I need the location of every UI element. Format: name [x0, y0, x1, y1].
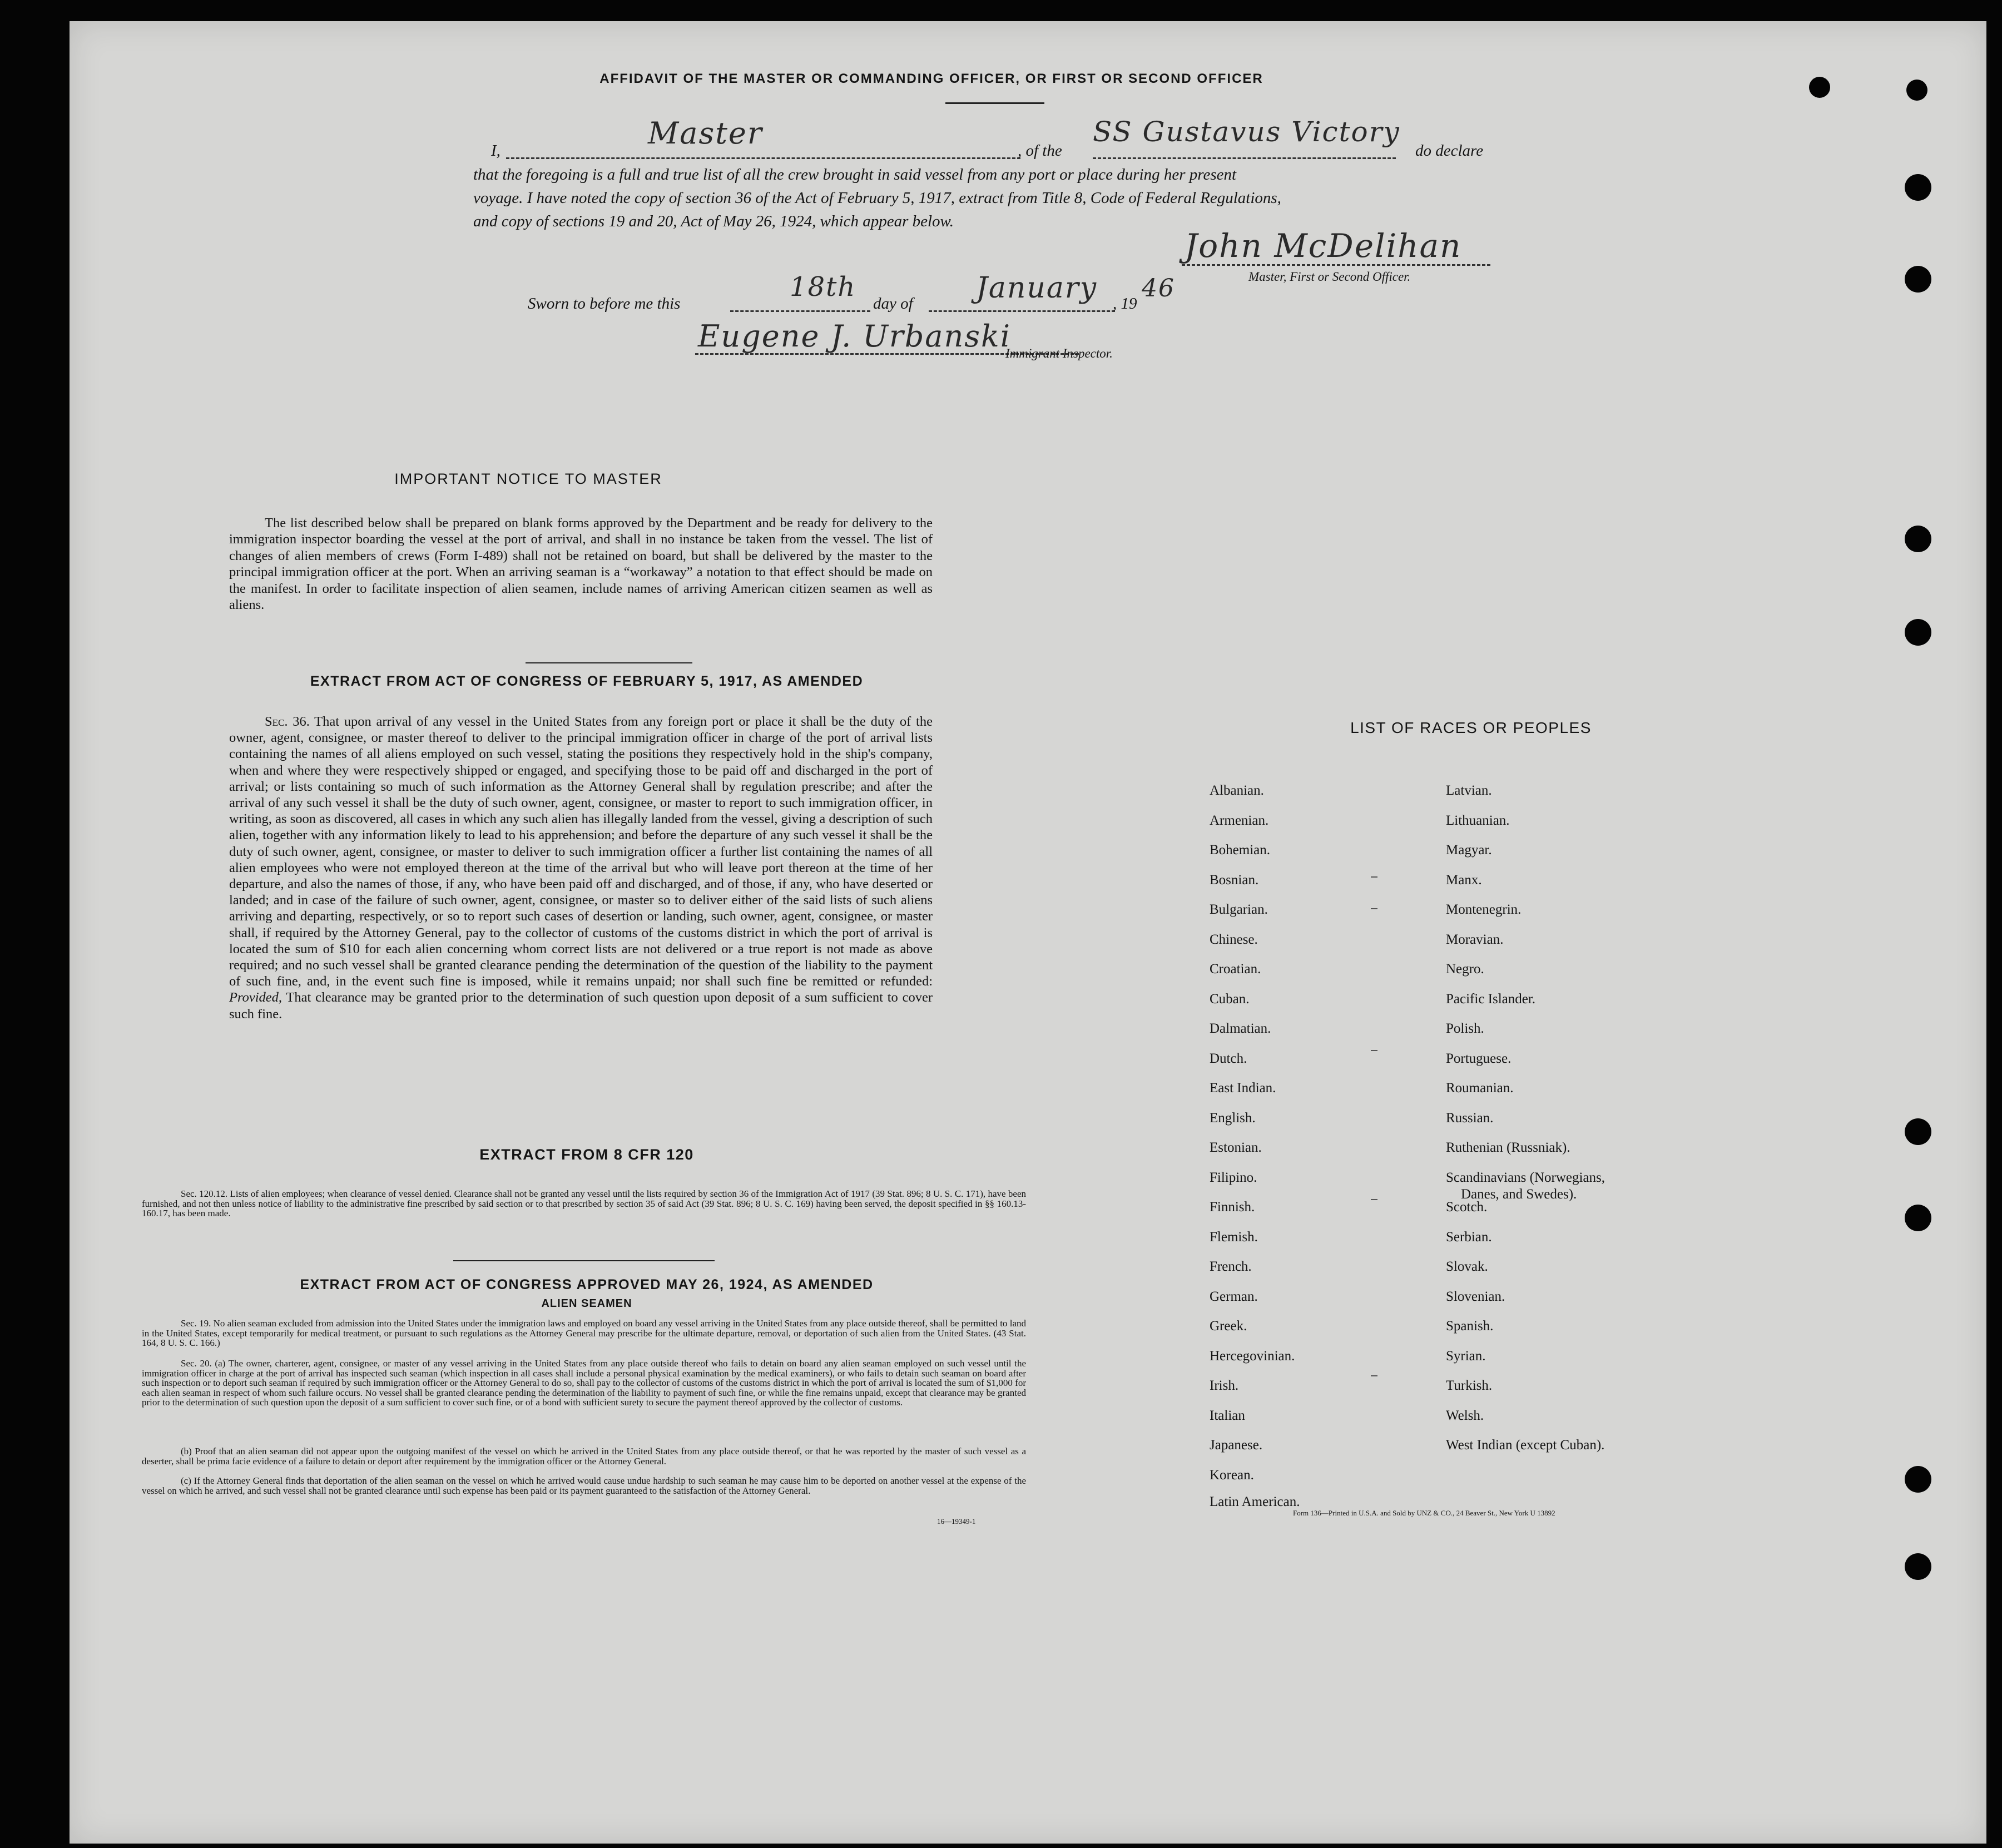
column-dash — [1371, 1199, 1377, 1200]
extract1917-sec-label: Sec. 36. — [265, 714, 310, 729]
notice-divider — [526, 662, 692, 663]
extract1917-text: That upon arrival of any vessel in the United States from any foreign port or place it shall be the duty of the owner, agent, consignee, or master thereof to deliver to the principal immigration officer in charge of the port of arrival lists containing the names of all aliens employed on such vessel, stating the positions they respectively hold in the ship's company, when and where they were respectively shipped or engaged, and specifying those to be paid off and discharged in the port of arrival; or lists containing so much of such information as the Attorney General shall by regulation prescribe; and after the arrival of any such vessel it shall be the duty of such owner, agent, consignee, or master to report to such immigration officer, in writing, as soon as discovered, all cases in which any such alien has illegally landed from the vessel, giving a description of such alien, together with any information likely to lead to his apprehension; and before the departure of any such vessel it shall be the duty of such owner, agent, consignee, or master to deliver to such immigration officer a further list containing the names of all alien employees who were not employed thereon at the time of the arrival but who will leave port thereon at the time of her departure, and also the names of those, if any, who have been paid off and discharged, and of those, if any, who have deserted or landed; and in case of the failure of such owner, agent, consignee, or master so to deliver either of the said lists of such aliens arriving and departing, respectively, or so to report such cases of desertion or landing, such owner, agent, consignee, or master shall, if required by the Attorney General, pay to the collector of customs of the customs district in which the port of arrival is located the sum of $10 for each alien concerning whom correct lists are not delivered or a true report is not made as above required; and no such vessel shall be granted clearance pending the determination of the question of the liability to the payment of such fine, and, in the event such fine is imposed, while it remains unpaid; nor shall such fine be remitted or refunded: — [229, 714, 933, 989]
extract1924-sec20a: Sec. 20. (a) The owner, charterer, agent, consignee, or master of any vessel arriving in the United States from any place outside thereof who fails to detain on board any alien seaman employed on such vessel until the immigration officer in charge at the port of arrival has inspected such seaman (which inspection in all cases shall include a personal physical examination by the medical examiners), or who fails to detain such seaman on board after such inspection or to deport such seaman if required by such immigration officer or the Attorney General to do so, shall pay to the collector of customs of the customs district in which the port of arrival is located the sum of $1,000 for each alien seaman in respect of whom such failure occurs. No vessel shall be granted clearance pending the determination of the liability to payment of such fine, or while the fine remains unpaid, except that clearance may be granted prior to the determination of such question upon the deposit of a sum sufficient to cover such fine, or of a bond with sufficient surety to secure the payment thereof approved by the collector of customs. — [142, 1358, 1026, 1408]
race-item: Bulgarian. — [1210, 902, 1268, 917]
punch-hole — [1905, 1466, 1931, 1493]
sworn-year-prefix: , 19 — [1113, 295, 1137, 313]
sworn-month-line — [929, 310, 1115, 312]
punch-hole — [1905, 1205, 1931, 1231]
notice-title: IMPORTANT NOTICE TO MASTER — [394, 470, 662, 487]
extract1924-title: EXTRACT FROM ACT OF CONGRESS APPROVED MAY 26, 1924, AS AMENDED — [300, 1277, 874, 1292]
master-signature-caption: Master, First or Second Officer. — [1248, 270, 1411, 284]
extract1924-sec19: Sec. 19. No alien seaman excluded from admission into the United States under the immigration laws and employed on board any vessel arriving in the United States from any place outside thereof, shall be permitted to land in the United States, except temporarily for medical treatment, or pursuant to such regulations as the Attorney General may prescribe for the ultimate departure, removal, or deportation of such alien from the United States. (43 Stat. 164, 8 U. S. C. 166.) — [142, 1318, 1026, 1348]
race-item: Chinese. — [1210, 932, 1258, 947]
race-item: Lithuanian. — [1446, 812, 1510, 828]
race-item: Welsh. — [1446, 1408, 1484, 1423]
extract1924-sec20c: (c) If the Attorney General finds that deportation of the alien seaman on the vessel on which he arrived would cause undue hardship to such seaman he may cause him to be deported on another vessel at the expense of the vessel on which he arrived, and such vessel shall not be granted clearance until such expense has been paid or its payment guaranteed to the satisfaction of the Attorney General. — [142, 1475, 1026, 1496]
race-item: Scotch. — [1446, 1200, 1488, 1215]
race-item: Irish. — [1210, 1378, 1239, 1393]
column-dash — [1371, 1050, 1377, 1051]
race-item: Cuban. — [1210, 991, 1250, 1007]
punch-hole — [1905, 1553, 1931, 1580]
race-item: Finnish. — [1210, 1200, 1255, 1215]
race-item: Slovenian. — [1446, 1289, 1505, 1304]
sworn-day: 18th — [790, 271, 856, 303]
race-item: East Indian. — [1210, 1081, 1276, 1096]
race-item: Dalmatian. — [1210, 1021, 1271, 1036]
race-item: Dutch. — [1210, 1051, 1247, 1066]
extract1917-proviso-text: That clearance may be granted prior to the determination of such question upon deposit of a sum sufficient to cover such fine. — [229, 990, 933, 1022]
race-item: Albanian. — [1210, 783, 1264, 798]
race-item: Moravian. — [1446, 932, 1504, 947]
race-item: Scandinavians (Norwegians, — [1446, 1170, 1605, 1185]
race-item: Armenian. — [1210, 812, 1269, 828]
punch-hole — [1905, 266, 1931, 293]
cfr-divider — [453, 1260, 715, 1261]
punch-hole — [1905, 619, 1931, 646]
race-item: Danes, and Swedes). — [1461, 1186, 1577, 1202]
master-blank-line — [506, 157, 1020, 159]
race-item: Estonian. — [1210, 1140, 1262, 1155]
affidavit-title: AFFIDAVIT OF THE MASTER OR COMMANDING OFFICER, OR FIRST OR SECOND OFFICER — [599, 71, 1263, 86]
race-item: French. — [1210, 1259, 1252, 1274]
race-item: Japanese. — [1210, 1438, 1263, 1453]
master-handwritten: Master — [648, 116, 763, 151]
race-item: Korean. — [1210, 1467, 1254, 1483]
race-item: Spanish. — [1446, 1319, 1494, 1334]
affidavit-line1-suffix: do declare — [1415, 142, 1484, 160]
race-item: Negro. — [1446, 962, 1484, 977]
master-signature: John McDelihan — [1185, 227, 1462, 265]
notice-body: The list described below shall be prepared on blank forms approved by the Department and be ready for delivery to the immigration inspector boarding the vessel at the port of arrival, and shall in no instance be taken from the vessel. The list of changes of alien members of crews (Form I-489) shall not be retained on board, but shall be delivered by the master to the principal immigration officer at the port. When an arriving seaman is a “workaway” a notation to that effect should be made on the manifest. In order to facilitate inspection of alien seamen, include names of arriving American citizen seamen as well as aliens. — [229, 516, 933, 613]
races-footer: Form 136—Printed in U.S.A. and Sold by UNZ & CO., 24 Beaver St., New York U 13892 — [1293, 1509, 1555, 1517]
extractcfr-body: Sec. 120.12. Lists of alien employees; when clearance of vessel denied. Clearance shall not be granted any vessel until the lists required by section 36 of the Immigration Act of 1917 (39 Stat. 896; 8 U. S. C. 171), have been furnished, and not then unless notice of liability to the administrative fine prescribed by said section or to that prescribed by section 35 of said Act (39 Stat. 896; 8 U. S. C. 169) having been served, the deposit specified in §§ 160.13-160.17, has been made. — [142, 1188, 1026, 1218]
sworn-prefix: Sworn to before me this — [528, 295, 681, 313]
extract1917-title: EXTRACT FROM ACT OF CONGRESS OF FEBRUARY 5, 1917, AS AMENDED — [310, 673, 864, 689]
form-number: 16—19349-1 — [937, 1517, 976, 1525]
race-item: Ruthenian (Russniak). — [1446, 1140, 1570, 1155]
sworn-day-line — [730, 310, 870, 312]
inspector-caption: Immigrant Inspector. — [1005, 346, 1113, 360]
race-item: West Indian (except Cuban). — [1446, 1438, 1605, 1453]
affidavit-line1-mid: , of the — [1018, 142, 1062, 160]
sworn-month: January — [976, 271, 1098, 305]
race-item: Slovak. — [1446, 1259, 1488, 1274]
affidavit-line2: that the foregoing is a full and true list of all the crew brought in said vessel from any port or place during her present — [473, 166, 1237, 184]
race-item: Italian — [1210, 1408, 1245, 1423]
vessel-blank-line — [1093, 157, 1396, 159]
punch-hole — [1809, 77, 1830, 98]
inspector-signature: Eugene J. Urbanski — [698, 319, 1011, 354]
vessel-handwritten: SS Gustavus Victory — [1093, 116, 1400, 148]
column-dash — [1371, 1375, 1377, 1376]
race-item: Latin American. — [1210, 1494, 1300, 1509]
race-item: Roumanian. — [1446, 1081, 1514, 1096]
punch-hole — [1905, 1118, 1931, 1145]
affidavit-line3: voyage. I have noted the copy of section 36 of the Act of February 5, 1917, extract from Title 8, Code of Federal Regulations, — [473, 189, 1281, 207]
punch-hole — [1905, 526, 1931, 552]
race-item: Croatian. — [1210, 962, 1261, 977]
title-underline — [945, 102, 1044, 104]
race-item: Polish. — [1446, 1021, 1484, 1036]
form-sheet — [70, 21, 1986, 1844]
race-item: English. — [1210, 1110, 1256, 1126]
race-item: Portuguese. — [1446, 1051, 1512, 1066]
column-dash — [1371, 908, 1377, 909]
extract1924-subtitle: ALIEN SEAMEN — [541, 1297, 632, 1310]
race-item: Russian. — [1446, 1110, 1494, 1126]
races-title: LIST OF RACES OR PEOPLES — [1350, 719, 1592, 736]
race-item: Latvian. — [1446, 783, 1492, 798]
race-item: Bohemian. — [1210, 843, 1271, 858]
extract1917-proviso-label: Provided, — [229, 990, 283, 1005]
race-item: German. — [1210, 1289, 1258, 1304]
race-item: Pacific Islander. — [1446, 991, 1536, 1007]
column-dash — [1371, 876, 1377, 878]
race-item: Montenegrin. — [1446, 902, 1522, 917]
race-item: Greek. — [1210, 1319, 1247, 1334]
race-item: Serbian. — [1446, 1229, 1492, 1245]
affidavit-line4: and copy of sections 19 and 20, Act of May 26, 1924, which appear below. — [473, 212, 954, 230]
race-item: Hercegovinian. — [1210, 1348, 1295, 1364]
extract1924-sec20b: (b) Proof that an alien seaman did not appear upon the outgoing manifest of the vessel on which he arrived in the United States from any place outside thereof, or that he was reported by the master of such vessel as a deserter, shall be prima facie evidence of a failure to detain or deport after requirement by the immigration officer or the Attorney General. — [142, 1446, 1026, 1466]
race-item: Flemish. — [1210, 1229, 1258, 1245]
affidavit-line1-prefix: I, — [491, 142, 500, 160]
punch-hole — [1905, 174, 1931, 201]
race-item: Filipino. — [1210, 1170, 1257, 1185]
race-item: Manx. — [1446, 872, 1482, 888]
race-item: Magyar. — [1446, 843, 1492, 858]
extractcfr-title: EXTRACT FROM 8 CFR 120 — [479, 1146, 694, 1163]
race-item: Syrian. — [1446, 1348, 1486, 1364]
sworn-day-of: day of — [873, 295, 913, 313]
race-item: Bosnian. — [1210, 872, 1259, 888]
sworn-year: 46 — [1142, 274, 1175, 303]
race-item: Turkish. — [1446, 1378, 1493, 1393]
extract1917-body — [229, 714, 933, 1022]
punch-hole — [1906, 80, 1927, 101]
